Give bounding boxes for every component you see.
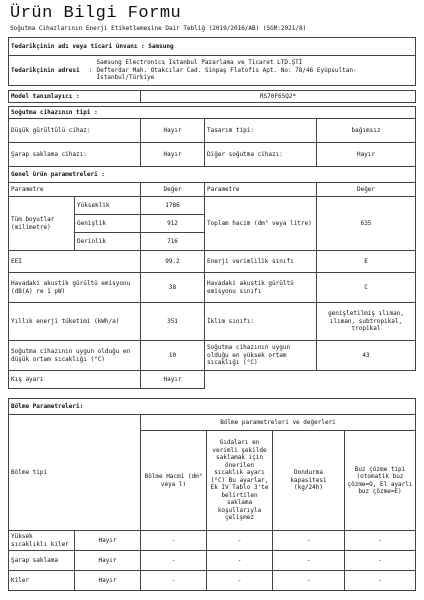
model-table <box>8 90 416 103</box>
supplier-address <box>95 56 416 86</box>
compartment-temp: - <box>207 571 273 591</box>
parameters-table <box>8 106 416 389</box>
compartments-table <box>8 398 416 591</box>
compartment-defrost: - <box>345 531 416 551</box>
compartment-volume: - <box>141 571 207 591</box>
annual-energy-label: Yıllık enerji tüketimi (kWh/a) <box>9 303 141 341</box>
total-volume-value: 635 <box>317 197 416 251</box>
design-type-label: Tasarım tipi: <box>205 119 317 143</box>
wine-storage-value: Hayır <box>141 143 205 167</box>
eei-value: 99.2 <box>141 251 205 273</box>
form-subtitle: Soğutma Cihazlarının Enerji Etiketlemesine Dair Tebliğ (2019/2016/AB) (SGM:2021/8) <box>10 25 307 32</box>
compartment-temp: - <box>207 551 273 571</box>
height-label: Yükseklik <box>75 197 141 215</box>
compartment-label: Yüksek sıcaklıklı kiler <box>9 531 75 551</box>
annual-energy-value: 351 <box>141 303 205 341</box>
other-appliance-label: Diğer soğutma cihazı: <box>205 143 317 167</box>
general-params-header: Genel ürün parametreleri : <box>9 167 416 183</box>
climate-class-value: genişletilmiş ılıman, ılıman, subtropikal, tropikal <box>317 303 416 341</box>
compartment-type-header: Bölme tipi <box>9 415 141 531</box>
compartment-defrost: - <box>345 571 416 591</box>
supplier-address-line2: Defterdar Mah. Otakcılar Cad. Sinpaş Flatofis Apt. No: 78/46 Eyüpsultan-İstanbul/Türkiye <box>96 66 357 82</box>
width-label: Genişlik <box>75 215 141 233</box>
compartment-volume-header: Bölme Hacmi (dm³ veya l) <box>141 431 207 531</box>
value-col-header-2: Değer <box>317 183 416 197</box>
low-noise-value: Hayır <box>141 119 205 143</box>
design-type-value: bağımsız <box>317 119 416 143</box>
min-temp-value: 10 <box>141 341 205 371</box>
form-title: Ürün Bilgi Formu <box>10 4 182 23</box>
noise-emission-label: Havadaki akustik gürültü emisyonu (dB(A) re 1 pW) <box>9 273 141 303</box>
supplier-name: Tedarikçinin adı veya ticari ünvanı : Samsung <box>9 38 416 56</box>
compartments-header: Bölme Parametreleri: <box>9 399 416 415</box>
other-appliance-value: Hayır <box>317 143 416 167</box>
supplier-address-label: Tedarikçinin adresi <box>9 56 87 86</box>
max-temp-value: 43 <box>317 341 416 371</box>
compartment-label: Şarap saklama <box>9 551 75 571</box>
compartment-params-group-header: Bölme parametreleri ve değerleri <box>141 415 416 431</box>
table-row <box>9 531 416 551</box>
table-row <box>9 571 416 591</box>
compartment-temp: - <box>207 531 273 551</box>
compartment-presence: Hayır <box>75 571 141 591</box>
eei-label: EEI <box>9 251 141 273</box>
compartment-freezing: - <box>273 551 345 571</box>
compartment-freezing: - <box>273 531 345 551</box>
freezing-capacity-header: Dondurma kapasitesi (kg/24h) <box>273 431 345 531</box>
table-row <box>9 551 416 571</box>
compartment-volume: - <box>141 531 207 551</box>
value-col-header-1: Değer <box>141 183 205 197</box>
param-col-header-1: Parametre <box>9 183 141 197</box>
param-col-header-2: Parametre <box>205 183 317 197</box>
compartment-presence: Hayır <box>75 531 141 551</box>
supplier-address-line1: Samsung Electronics Istanbul Pazarlama ve Ticaret LTD.ŞTİ <box>96 59 303 67</box>
noise-emission-value: 38 <box>141 273 205 303</box>
depth-label: Derinlik <box>75 233 141 251</box>
supplier-table <box>8 37 416 86</box>
compartment-volume: - <box>141 551 207 571</box>
max-temp-label: Soğutma cihazının uygun olduğu en yüksek ortam sıcaklığı (°C) <box>205 341 317 371</box>
low-noise-label: Düşük gürültülü cihaz: <box>9 119 141 143</box>
energy-class-value: E <box>317 251 416 273</box>
total-volume-label: Toplam hacim (dm³ veya litre) <box>205 197 317 251</box>
dimensions-label: Tüm boyutlar (milimetre) <box>9 197 75 251</box>
empty-cell <box>205 371 317 389</box>
empty-cell <box>317 371 416 389</box>
winter-setting-value: Hayır <box>141 371 205 389</box>
recommended-temp-header: Gıdaları en verimli şekilde saklamak için önerilen sıcaklık ayarı (°C) Bu ayarlar, Ek IV Tablo 3'te belirtilen saklama koşullarıyla çelişmez <box>207 431 273 531</box>
compartment-label: Kiler <box>9 571 75 591</box>
noise-class-value: C <box>317 273 416 303</box>
winter-setting-label: Kış ayarı <box>9 371 141 389</box>
climate-class-label: İklim sınıfı: <box>205 303 317 341</box>
defrost-type-header: Buz çözme tipi (otomatik buz çözme=O, El ayarlı buz çözme=E) <box>345 431 416 531</box>
compartment-presence: Hayır <box>75 551 141 571</box>
min-temp-label: Soğutma cihazının uygun olduğu en düşük ortam sıcaklığı (°C) <box>9 341 141 371</box>
energy-class-label: Enerji verimlilik sınıfı <box>205 251 317 273</box>
compartment-freezing: - <box>273 571 345 591</box>
height-value: 1786 <box>141 197 205 215</box>
noise-class-label: Havadaki akustik gürültü emisyonu sınıfı <box>205 273 317 303</box>
wine-storage-label: Şarap saklama cihazı: <box>9 143 141 167</box>
width-value: 912 <box>141 215 205 233</box>
compartment-defrost: - <box>345 551 416 571</box>
supplier-address-colon: : <box>87 56 95 86</box>
model-value: RS70F65Q2* <box>141 91 416 103</box>
appliance-type-header: Soğutma cihazının tipi : <box>9 107 416 119</box>
model-label: Model tanımlayıcı : <box>9 91 141 103</box>
depth-value: 716 <box>141 233 205 251</box>
